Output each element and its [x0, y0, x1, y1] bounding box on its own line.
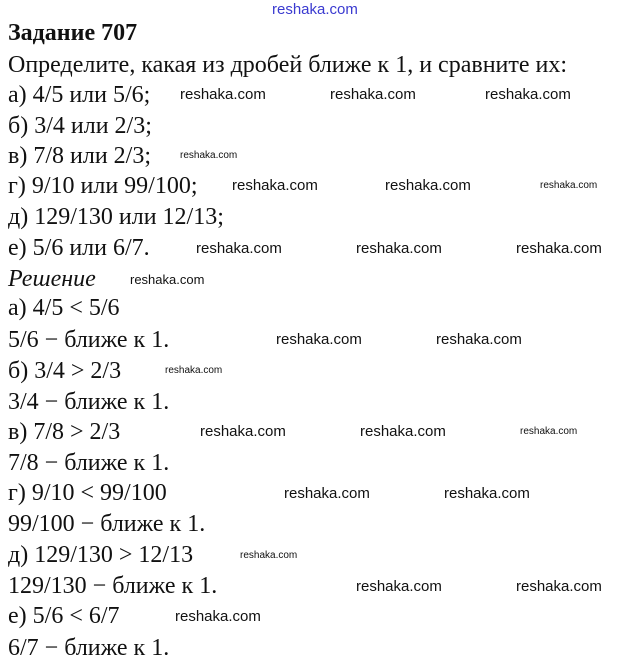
watermark: reshaka.com: [485, 86, 571, 103]
watermark: reshaka.com: [516, 240, 602, 257]
watermark: reshaka.com: [330, 86, 416, 103]
task-item: г) 9/10 или 99/100;: [8, 173, 198, 199]
solution-heading: Решение: [8, 266, 96, 292]
task-item: в) 7/8 или 2/3;: [8, 143, 151, 169]
watermark: reshaka.com: [200, 423, 286, 440]
watermark: reshaka.com: [196, 240, 282, 257]
solution-line: 5/6 − ближе к 1.: [8, 327, 170, 353]
watermark: reshaka.com: [360, 423, 446, 440]
watermark: reshaka.com: [356, 240, 442, 257]
watermark: reshaka.com: [180, 86, 266, 103]
watermark: reshaka.com: [284, 485, 370, 502]
watermark: reshaka.com: [165, 365, 223, 376]
watermark: reshaka.com: [232, 177, 318, 194]
watermark: reshaka.com: [520, 426, 578, 437]
header-watermark: reshaka.com: [272, 1, 358, 18]
solution-line: 99/100 − ближе к 1.: [8, 511, 206, 537]
watermark: reshaka.com: [240, 550, 298, 561]
solution-line: г) 9/10 < 99/100: [8, 480, 167, 506]
watermark: reshaka.com: [130, 272, 205, 287]
task-item: д) 129/130 или 12/13;: [8, 204, 224, 230]
task-item: а) 4/5 или 5/6;: [8, 82, 151, 108]
watermark: reshaka.com: [516, 578, 602, 595]
task-prompt: Определите, какая из дробей ближе к 1, и сравните их:: [8, 52, 568, 78]
watermark: reshaka.com: [444, 485, 530, 502]
solution-line: б) 3/4 > 2/3: [8, 358, 122, 384]
task-title: Задание 707: [8, 20, 138, 46]
watermark: reshaka.com: [276, 331, 362, 348]
watermark: reshaka.com: [356, 578, 442, 595]
task-item: е) 5/6 или 6/7.: [8, 235, 150, 261]
solution-line: 3/4 − ближе к 1.: [8, 389, 170, 415]
solution-line: е) 5/6 < 6/7: [8, 603, 120, 629]
watermark: reshaka.com: [385, 177, 471, 194]
watermark: reshaka.com: [180, 150, 238, 161]
solution-line: а) 4/5 < 5/6: [8, 295, 120, 321]
watermark: reshaka.com: [175, 608, 261, 625]
solution-line: в) 7/8 > 2/3: [8, 419, 121, 445]
solution-line: 129/130 − ближе к 1.: [8, 573, 218, 599]
watermark: reshaka.com: [436, 331, 522, 348]
solution-line: 7/8 − ближе к 1.: [8, 450, 170, 476]
solution-line: д) 129/130 > 12/13: [8, 542, 194, 568]
watermark: reshaka.com: [540, 180, 598, 191]
task-item: б) 3/4 или 2/3;: [8, 113, 152, 139]
solution-line: 6/7 − ближе к 1.: [8, 635, 170, 661]
